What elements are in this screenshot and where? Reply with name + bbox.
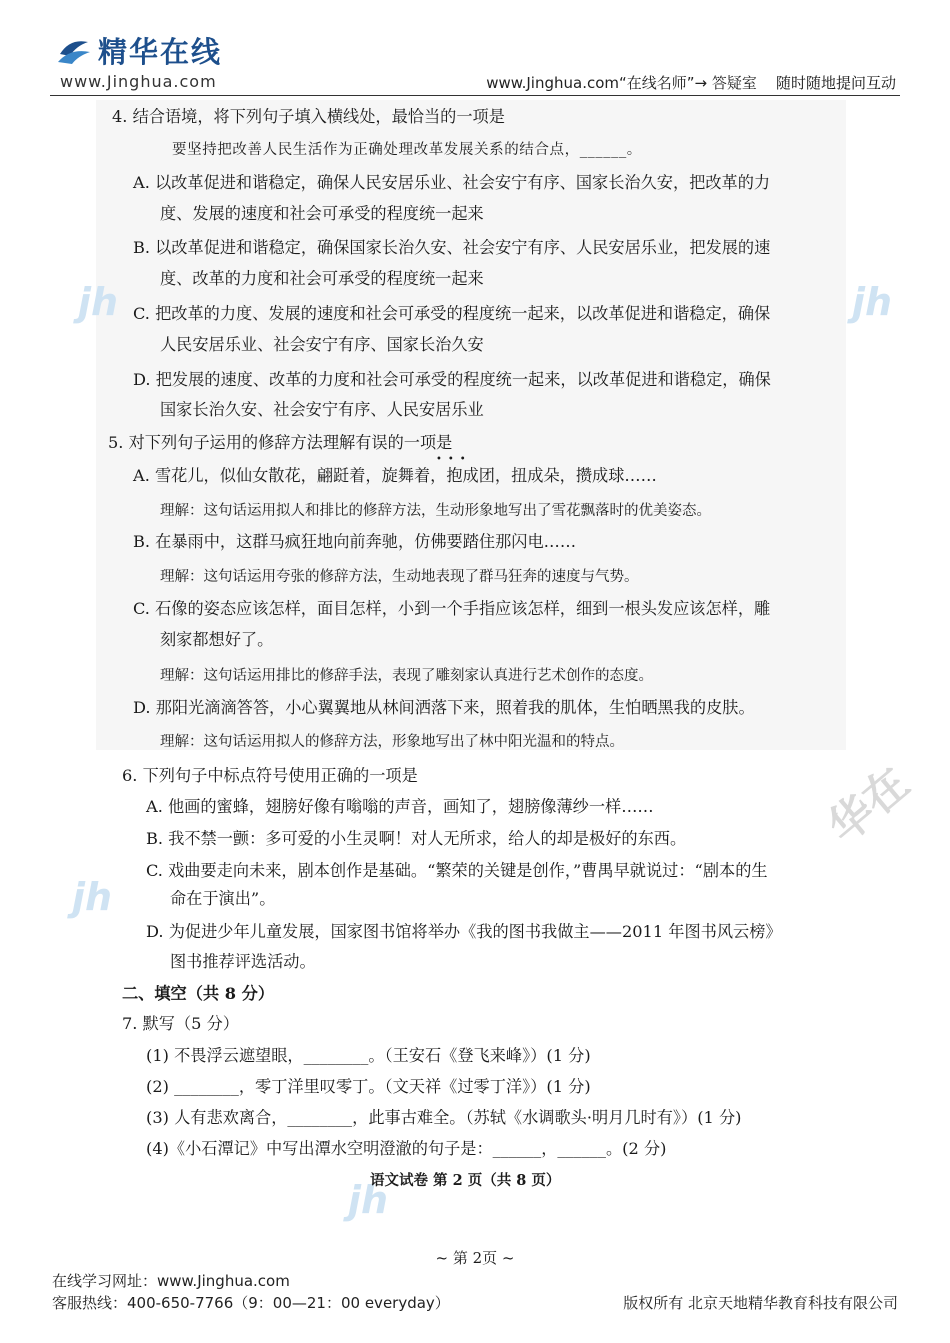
service-hotline: 客服热线：400-650-7766（9：00—21：00 everyday） [52,1294,450,1312]
q5-option-c-line2: 刻家都想好了。 [160,630,274,649]
q4-option-d-line2: 国家长治久安、社会安宁有序、人民安居乐业 [160,400,484,419]
watermark-jh-left: jh [78,280,119,324]
q4-option-a-line1: A. 以改革促进和谐稳定，确保人民安居乐业、社会安宁有序、国家长治久安，把改革的力 [133,173,771,192]
q5-option-b: B. 在暴雨中，这群马疯狂地向前奔驰，仿佛要踏住那闪电…… [133,532,577,551]
watermark-jh-bottom: jh [348,1178,389,1222]
q6-stem: 6. 下列句子中标点符号使用正确的一项是 [122,766,418,785]
q5-option-d-note: 理解：这句话运用拟人的修辞方法，形象地写出了林中阳光温和的特点。 [160,734,624,750]
q4-option-c-line2: 人民安居乐业、社会安宁有序、国家长治久安 [160,335,484,354]
q5-option-b-note: 理解：这句话运用夸张的修辞方法，生动地表现了群马狂奔的速度与气势。 [160,569,639,585]
q4-option-b-line2: 度、改革的力度和社会可承受的程度统一起来 [160,269,484,288]
q5-option-a-note: 理解：这句话运用拟人和排比的修辞方法，生动形象地写出了雪花飘落时的优美姿态。 [160,503,711,519]
q4-stem: 4. 结合语境，将下列句子填入横线处，最恰当的一项是 [112,107,505,126]
header-links [486,72,896,93]
q4-sentence: 要坚持把改善人民生活作为正确处理改革发展关系的结合点，______。 [172,142,642,158]
study-url[interactable]: 在线学习网址：www.Jinghua.com [52,1272,290,1290]
q4-option-a-line2: 度、发展的速度和社会可承受的程度统一起来 [160,204,484,223]
q5-option-d: D. 那阳光滴滴答答，小心翼翼地从林间洒落下来，照着我的肌体，生怕晒黑我的皮肤。 [133,698,755,717]
q5-stem: 5. 对下列句子运用的修辞方法理解有误的一项是 [108,433,453,452]
q6-option-d-line2: 图书推荐评选活动。 [170,952,316,971]
watermark-hua: 华在 [818,757,919,854]
q6-option-a: A. 他画的蜜蜂，翅膀好像有嗡嗡的声音，画知了，翅膀像薄纱一样…… [146,797,654,816]
header-divider [50,95,900,96]
q7-item-2: (2) ________，零丁洋里叹零丁。（文天祥《过零丁洋》）(1 分) [146,1077,591,1096]
q6-option-c-line1: C. 戏曲要走向未来，剧本创作是基础。“繁荣的关键是创作，”曹禺早就说过：“剧本的生 [146,861,768,880]
q5-option-c-note: 理解：这句话运用排比的修辞手法，表现了雕刻家认真进行艺术创作的态度。 [160,668,653,684]
q5-option-a: A. 雪花儿，似仙女散花，翩跹着，旋舞着，抱成团，扭成朵，攒成球…… [133,466,657,485]
page-number: ~ 第 2页 ~ [435,1249,515,1267]
q4-option-b-line1: B. 以改革促进和谐稳定，确保国家长治久安、社会安宁有序、人民安居乐业，把发展的速 [133,238,771,257]
scanned-page-area [96,100,846,750]
q5-option-c-line1: C. 石像的姿态应该怎样，面目怎样，小到一个手指应该怎样，细到一根头发应该怎样，雕 [133,599,771,618]
logo-icon [56,34,92,66]
watermark-jh-mid: jh [72,875,113,919]
exam-page-footer: 语文试卷 第 2 页（共 8 页） [370,1172,561,1189]
q5-emphasis-dots: ••• [436,454,472,465]
q6-option-d-line1: D. 为促进少年儿童发展，国家图书馆将举办《我的图书我做主——2011 年图书风云榜》 [146,922,782,941]
section-fill-blank-heading: 二、填空（共 8 分） [122,984,275,1003]
q7-item-4: (4)《小石潭记》中写出潭水空明澄澈的句子是：______，______。(2 分) [146,1139,667,1158]
q7-item-3: (3) 人有悲欢离合，________，此事古难全。（苏轼《水调歌头·明月几时有》）(1 分) [146,1108,742,1127]
watermark-jh-right: jh [852,280,893,324]
q4-option-d-line1: D. 把发展的速度、改革的力度和社会可承受的程度统一起来，以改革促进和谐稳定，确保 [133,370,771,389]
q6-option-c-line2: 命在于演出”。 [170,889,276,908]
logo-name: 精华在线 [98,35,223,69]
copyright: 版权所有 北京天地精华教育科技有限公司 [623,1294,898,1312]
header-site-link[interactable]: www.Jinghua.com“在线名师”→ 答疑室 [486,74,757,92]
logo-url[interactable]: www.Jinghua.com [60,72,217,91]
q4-option-c-line1: C. 把改革的力度、发展的速度和社会可承受的程度统一起来，以改革促进和谐稳定，确保 [133,304,771,323]
q6-option-b: B. 我不禁一颤：多可爱的小生灵啊！对人无所求，给人的却是极好的东西。 [146,829,687,848]
q7-item-1: (1) 不畏浮云遮望眼，________。（王安石《登飞来峰》）(1 分) [146,1046,591,1065]
header-slogan: 随时随地提问互动 [775,74,896,92]
q7-stem: 7. 默写（5 分） [122,1014,239,1033]
